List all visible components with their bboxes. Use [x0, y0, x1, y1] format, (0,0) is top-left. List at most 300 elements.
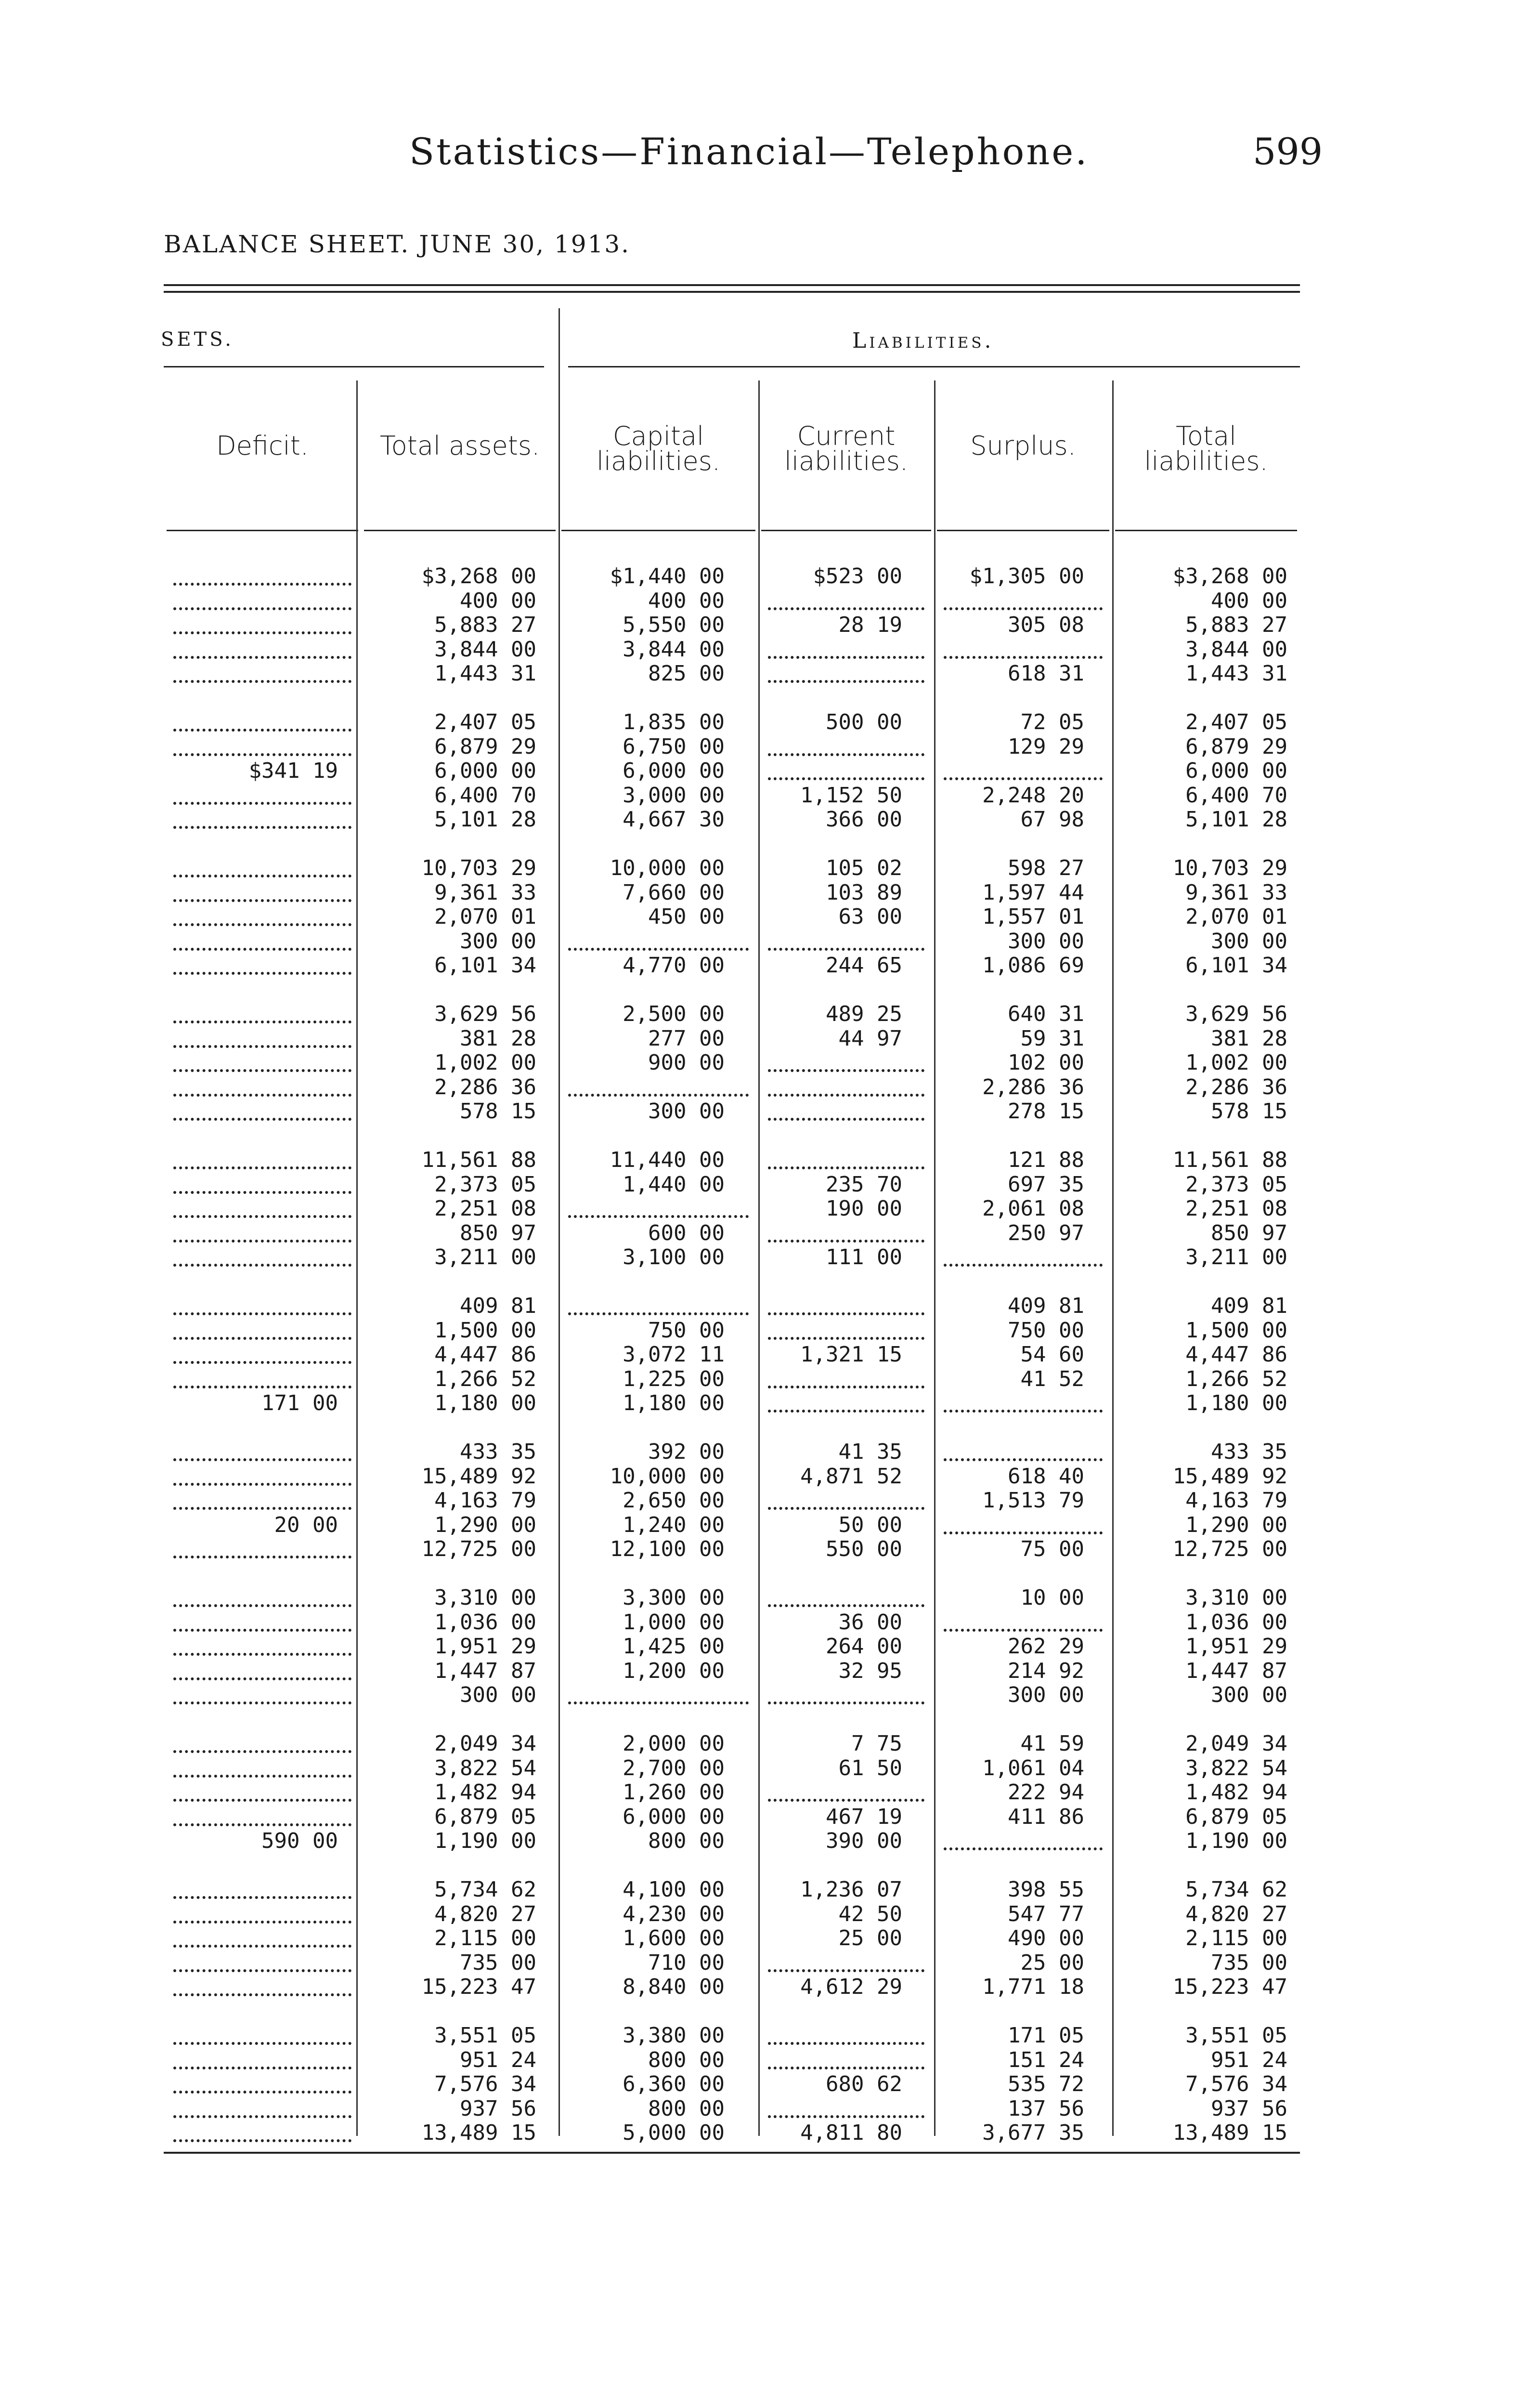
table-cell-total_liab: 1,443 31 — [1185, 661, 1287, 686]
table-cell-total_liab: 3,844 00 — [1185, 637, 1287, 662]
table-cell-capital: 4,230 00 — [623, 1901, 725, 1926]
table-cell-surplus: 598 27 — [1008, 856, 1084, 880]
table-cell-total_assets: 409 81 — [460, 1294, 536, 1318]
table-cell-capital: 5,000 00 — [623, 2120, 725, 2145]
table-cell-total_liab: 12,725 00 — [1172, 1537, 1287, 1561]
empty-cell-leader — [173, 1384, 351, 1388]
empty-cell-leader — [173, 678, 351, 683]
table-cell-total_assets: 5,734 62 — [434, 1877, 536, 1902]
table-cell-total_assets: 300 00 — [460, 929, 536, 954]
table-cell-capital: 710 00 — [648, 1950, 725, 1975]
empty-cell-leader — [173, 946, 351, 951]
empty-cell-leader — [173, 1335, 351, 1340]
table-cell-current: 1,321 15 — [800, 1342, 902, 1367]
empty-cell-leader — [768, 1310, 924, 1315]
empty-cell-leader — [173, 2113, 351, 2118]
table-cell-total_liab: 300 00 — [1211, 929, 1287, 954]
table-cell-total_liab: 381 28 — [1211, 1026, 1287, 1051]
table-cell-current: 550 00 — [826, 1537, 902, 1561]
table-cell-total_assets: 6,879 05 — [434, 1804, 536, 1829]
empty-cell-leader — [568, 1310, 749, 1315]
table-cell-current: 1,152 50 — [800, 783, 902, 808]
table-cell-surplus: 618 31 — [1008, 661, 1084, 686]
table-cell-total_liab: 1,447 87 — [1185, 1658, 1287, 1683]
table-cell-total_liab: 433 35 — [1211, 1440, 1287, 1464]
table-cell-total_liab: 735 00 — [1211, 1950, 1287, 1975]
table-cell-deficit: 171 00 — [261, 1391, 338, 1415]
table-cell-total_liab: 4,447 86 — [1185, 1342, 1287, 1367]
table-cell-capital: 4,770 00 — [623, 953, 725, 978]
table-cell-total_assets: 5,101 28 — [434, 807, 536, 832]
table-cell-surplus: 72 05 — [1020, 710, 1084, 734]
column-header-line: liabilities. — [596, 446, 721, 476]
table-cell-current: 4,871 52 — [800, 1464, 902, 1489]
empty-cell-leader — [768, 751, 924, 756]
table-cell-current: 235 70 — [826, 1172, 902, 1197]
table-cell-capital: 392 00 — [648, 1440, 725, 1464]
table-cell-current: 7 75 — [851, 1731, 902, 1756]
empty-cell-leader — [173, 1675, 351, 1680]
empty-cell-leader — [568, 1700, 749, 1704]
table-cell-total_liab: 951 24 — [1211, 2047, 1287, 2072]
table-cell-surplus: 59 31 — [1020, 1026, 1084, 1051]
table-cell-current: 366 00 — [826, 807, 902, 832]
column-header-total_assets — [361, 431, 559, 461]
table-cell-capital: 6,360 00 — [623, 2072, 725, 2096]
table-cell-total_assets: 1,180 00 — [434, 1391, 536, 1415]
top-rule-2 — [164, 291, 1300, 293]
table-cell-total_assets: 7,576 34 — [434, 2072, 536, 2096]
header-rule — [167, 530, 358, 531]
table-cell-total_liab: 2,407 05 — [1185, 710, 1287, 734]
empty-cell-leader — [173, 1213, 351, 1218]
table-cell-surplus: 151 24 — [1008, 2047, 1084, 2072]
table-cell-total_assets: 1,447 87 — [434, 1658, 536, 1683]
table-cell-surplus: 2,248 20 — [982, 783, 1084, 808]
table-cell-capital: 2,500 00 — [623, 1002, 725, 1026]
header-rule — [761, 530, 931, 531]
empty-cell-leader — [173, 824, 351, 829]
header-rule — [364, 530, 556, 531]
table-cell-capital: 10,000 00 — [610, 856, 725, 880]
table-cell-total_liab: 1,951 29 — [1185, 1634, 1287, 1659]
table-cell-surplus: 1,771 18 — [982, 1975, 1084, 1999]
header-rule — [1115, 530, 1297, 531]
table-cell-surplus: 2,061 08 — [982, 1196, 1084, 1221]
empty-cell-leader — [768, 1602, 924, 1607]
table-cell-current: 50 00 — [838, 1512, 902, 1537]
table-cell-surplus: 10 00 — [1020, 1585, 1084, 1610]
empty-cell-leader — [944, 775, 1103, 780]
table-cell-surplus: 250 97 — [1008, 1220, 1084, 1245]
table-cell-surplus: 262 29 — [1008, 1634, 1084, 1659]
table-cell-surplus: 1,061 04 — [982, 1755, 1084, 1780]
table-cell-total_assets: 433 35 — [460, 1440, 536, 1464]
table-cell-capital: 1,835 00 — [623, 710, 725, 734]
table-cell-total_assets: 2,407 05 — [434, 710, 536, 734]
empty-cell-leader — [173, 1797, 351, 1802]
table-cell-capital: 3,000 00 — [623, 783, 725, 808]
empty-cell-leader — [568, 1092, 749, 1097]
table-cell-total_assets: 1,482 94 — [434, 1780, 536, 1805]
table-cell-total_liab: 10,703 29 — [1172, 856, 1287, 880]
table-cell-total_liab: 3,822 54 — [1185, 1755, 1287, 1780]
liabilities-section-rule — [568, 366, 1300, 367]
table-cell-capital: 1,240 00 — [623, 1512, 725, 1537]
table-cell-surplus: 300 00 — [1008, 929, 1084, 954]
table-cell-total_assets: 3,310 00 — [434, 1585, 536, 1610]
table-cell-surplus: 25 00 — [1020, 1950, 1084, 1975]
table-cell-surplus: 278 15 — [1008, 1099, 1084, 1124]
table-cell-current: 4,811 80 — [800, 2120, 902, 2145]
table-cell-total_assets: 3,629 56 — [434, 1002, 536, 1026]
table-cell-surplus: 137 56 — [1008, 2096, 1084, 2121]
table-cell-total_liab: 1,190 00 — [1185, 1829, 1287, 1853]
table-cell-capital: 825 00 — [648, 661, 725, 686]
empty-cell-leader — [768, 2040, 924, 2045]
table-cell-total_assets: 1,002 00 — [434, 1050, 536, 1075]
empty-cell-leader — [944, 1262, 1103, 1267]
empty-cell-leader — [768, 1797, 924, 1802]
empty-cell-leader — [173, 873, 351, 877]
table-cell-capital: 900 00 — [648, 1050, 725, 1075]
empty-cell-leader — [944, 1408, 1103, 1413]
table-cell-surplus: 67 98 — [1020, 807, 1084, 832]
column-header-line: Total — [1175, 421, 1237, 451]
table-cell-total_liab: 1,036 00 — [1185, 1610, 1287, 1635]
empty-cell-leader — [768, 678, 924, 683]
empty-cell-leader — [944, 1530, 1103, 1534]
table-cell-capital: 3,844 00 — [623, 637, 725, 662]
table-cell-total_liab: 2,286 36 — [1185, 1074, 1287, 1099]
table-cell-total_assets: 4,820 27 — [434, 1901, 536, 1926]
table-cell-capital: 6,750 00 — [623, 734, 725, 759]
table-cell-capital: 6,000 00 — [623, 759, 725, 783]
table-cell-surplus: 171 05 — [1008, 2023, 1084, 2048]
table-cell-total_assets: 850 97 — [460, 1220, 536, 1245]
table-cell-current: 105 02 — [826, 856, 902, 880]
table-cell-total_assets: 5,883 27 — [434, 613, 536, 637]
empty-cell-leader — [173, 1943, 351, 1948]
table-cell-total_liab: 6,101 34 — [1185, 953, 1287, 978]
table-cell-total_assets: 2,115 00 — [434, 1926, 536, 1950]
table-cell-capital: 3,100 00 — [623, 1245, 725, 1269]
column-header-line: Capital — [612, 421, 704, 451]
table-cell-current: 61 50 — [838, 1755, 902, 1780]
table-cell-capital: 5,550 00 — [623, 613, 725, 637]
empty-cell-leader — [173, 1602, 351, 1607]
table-cell-surplus: 640 31 — [1008, 1002, 1084, 1026]
table-cell-total_liab: 5,734 62 — [1185, 1877, 1287, 1902]
table-cell-surplus: $1,305 00 — [969, 564, 1084, 589]
empty-cell-leader — [173, 1067, 351, 1072]
empty-cell-leader — [768, 1335, 924, 1340]
table-cell-total_assets: 3,844 00 — [434, 637, 536, 662]
empty-cell-leader — [173, 1359, 351, 1364]
table-cell-total_liab: 850 97 — [1211, 1220, 1287, 1245]
column-header-line: Current — [797, 421, 896, 451]
column-header-total_liab — [1112, 421, 1300, 476]
table-cell-total_liab: 1,180 00 — [1185, 1391, 1287, 1415]
table-cell-current: 63 00 — [838, 904, 902, 929]
column-header-line: Deficit. — [216, 431, 309, 461]
table-cell-total_assets: 15,223 47 — [421, 1975, 536, 1999]
table-cell-total_liab: 2,049 34 — [1185, 1731, 1287, 1756]
table-cell-capital: 1,440 00 — [623, 1172, 725, 1197]
empty-cell-leader — [768, 1067, 924, 1072]
table-cell-current: 28 19 — [838, 613, 902, 637]
empty-cell-leader — [173, 2065, 351, 2069]
table-cell-capital: 3,072 11 — [623, 1342, 725, 1367]
table-cell-surplus: 411 86 — [1008, 1804, 1084, 1829]
empty-cell-leader — [173, 921, 351, 926]
table-cell-total_liab: 4,163 79 — [1185, 1488, 1287, 1513]
empty-cell-leader — [173, 1019, 351, 1023]
empty-cell-leader — [173, 1481, 351, 1486]
table-cell-surplus: 214 92 — [1008, 1658, 1084, 1683]
table-cell-total_liab: 2,115 00 — [1185, 1926, 1287, 1950]
table-cell-total_assets: 937 56 — [460, 2096, 536, 2121]
empty-cell-leader — [768, 946, 924, 951]
empty-cell-leader — [768, 1408, 924, 1413]
empty-cell-leader — [173, 629, 351, 634]
table-cell-total_assets: 735 00 — [460, 1950, 536, 1975]
empty-cell-leader — [173, 1700, 351, 1704]
empty-cell-leader — [768, 654, 924, 659]
empty-cell-leader — [768, 1092, 924, 1097]
table-cell-capital: 2,700 00 — [623, 1755, 725, 1780]
table-cell-total_liab: 937 56 — [1211, 2096, 1287, 2121]
empty-cell-leader — [173, 581, 351, 586]
table-cell-total_assets: 3,551 05 — [434, 2023, 536, 2048]
empty-cell-leader — [944, 1456, 1103, 1461]
empty-cell-leader — [173, 897, 351, 902]
table-cell-capital: 800 00 — [648, 2047, 725, 2072]
table-cell-surplus: 697 35 — [1008, 1172, 1084, 1197]
table-cell-current: 680 62 — [826, 2072, 902, 2096]
empty-cell-leader — [173, 1262, 351, 1267]
table-cell-total_liab: 578 15 — [1211, 1099, 1287, 1124]
table-cell-capital: $1,440 00 — [610, 564, 725, 589]
empty-cell-leader — [173, 1554, 351, 1558]
table-cell-current: 42 50 — [838, 1901, 902, 1926]
table-cell-total_assets: 1,036 00 — [434, 1610, 536, 1635]
page-running-title: Statistics—Financial—Telephone. — [409, 130, 1089, 173]
table-cell-total_assets: 11,561 88 — [421, 1148, 536, 1172]
table-cell-capital: 7,660 00 — [623, 880, 725, 905]
table-cell-capital: 400 00 — [648, 588, 725, 613]
table-cell-total_assets: 4,447 86 — [434, 1342, 536, 1367]
empty-cell-leader — [173, 727, 351, 732]
empty-cell-leader — [768, 1505, 924, 1510]
empty-cell-leader — [173, 1092, 351, 1097]
table-cell-surplus: 102 00 — [1008, 1050, 1084, 1075]
table-cell-total_assets: 1,500 00 — [434, 1318, 536, 1343]
table-cell-total_liab: 2,070 01 — [1185, 904, 1287, 929]
column-separator — [356, 380, 358, 2136]
table-cell-total_liab: 15,223 47 — [1172, 1975, 1287, 1999]
empty-cell-leader — [944, 654, 1103, 659]
table-cell-total_liab: 1,002 00 — [1185, 1050, 1287, 1075]
top-rule-1 — [164, 284, 1300, 286]
table-cell-total_liab: 13,489 15 — [1172, 2120, 1287, 2145]
table-cell-current: $523 00 — [813, 564, 902, 589]
column-header-line: liabilities. — [784, 446, 909, 476]
liabilities-section-label: Liabilities. — [852, 328, 994, 353]
table-title: BALANCE SHEET. JUNE 30, 1913. — [164, 230, 631, 258]
table-cell-surplus: 547 77 — [1008, 1901, 1084, 1926]
table-cell-deficit: $341 19 — [248, 759, 338, 783]
table-cell-total_assets: 1,443 31 — [434, 661, 536, 686]
table-cell-total_liab: 409 81 — [1211, 1294, 1287, 1318]
table-cell-total_liab: $3,268 00 — [1172, 564, 1287, 589]
table-cell-capital: 4,667 30 — [623, 807, 725, 832]
table-cell-total_assets: 6,000 00 — [434, 759, 536, 783]
table-cell-capital: 1,000 00 — [623, 1610, 725, 1635]
table-cell-capital: 1,600 00 — [623, 1926, 725, 1950]
table-cell-current: 103 89 — [826, 880, 902, 905]
table-cell-total_liab: 2,251 08 — [1185, 1196, 1287, 1221]
table-cell-total_liab: 3,551 05 — [1185, 2023, 1287, 2048]
empty-cell-leader — [768, 1700, 924, 1704]
empty-cell-leader — [944, 605, 1103, 610]
table-cell-current: 36 00 — [838, 1610, 902, 1635]
table-cell-deficit: 20 00 — [274, 1512, 338, 1537]
empty-cell-leader — [173, 1773, 351, 1778]
table-cell-capital: 800 00 — [648, 2096, 725, 2121]
table-cell-current: 4,612 29 — [800, 1975, 902, 1999]
table-cell-capital: 1,425 00 — [623, 1634, 725, 1659]
table-cell-total_assets: 6,101 34 — [434, 953, 536, 978]
empty-cell-leader — [173, 1043, 351, 1048]
table-cell-capital: 12,100 00 — [610, 1537, 725, 1561]
table-cell-total_liab: 4,820 27 — [1185, 1901, 1287, 1926]
bottom-rule — [164, 2152, 1300, 2154]
empty-cell-leader — [568, 946, 749, 951]
table-cell-deficit: 590 00 — [261, 1829, 338, 1853]
table-cell-capital: 1,260 00 — [623, 1780, 725, 1805]
empty-cell-leader — [173, 800, 351, 805]
table-cell-total_liab: 6,879 29 — [1185, 734, 1287, 759]
table-cell-current: 111 00 — [826, 1245, 902, 1269]
empty-cell-leader — [768, 1967, 924, 1972]
table-cell-capital: 3,300 00 — [623, 1585, 725, 1610]
table-cell-total_assets: 400 00 — [460, 588, 536, 613]
table-cell-total_assets: 1,290 00 — [434, 1512, 536, 1537]
table-cell-capital: 450 00 — [648, 904, 725, 929]
empty-cell-leader — [768, 1116, 924, 1121]
table-cell-capital: 3,380 00 — [623, 2023, 725, 2048]
table-cell-total_assets: 2,070 01 — [434, 904, 536, 929]
table-cell-current: 390 00 — [826, 1829, 902, 1853]
table-cell-total_assets: 15,489 92 — [421, 1464, 536, 1489]
empty-cell-leader — [173, 1505, 351, 1510]
table-cell-total_liab: 5,101 28 — [1185, 807, 1287, 832]
table-cell-current: 264 00 — [826, 1634, 902, 1659]
table-cell-surplus: 490 00 — [1008, 1926, 1084, 1950]
table-cell-total_assets: 1,951 29 — [434, 1634, 536, 1659]
table-cell-total_assets: 1,266 52 — [434, 1366, 536, 1391]
table-cell-current: 467 19 — [826, 1804, 902, 1829]
table-cell-capital: 1,200 00 — [623, 1658, 725, 1683]
table-cell-total_assets: 13,489 15 — [421, 2120, 536, 2145]
header-rule — [937, 530, 1109, 531]
empty-cell-leader — [173, 1310, 351, 1315]
column-header-deficit — [164, 431, 361, 461]
table-cell-total_assets: 951 24 — [460, 2047, 536, 2072]
table-cell-total_assets: 578 15 — [460, 1099, 536, 1124]
table-cell-total_assets: 9,361 33 — [434, 880, 536, 905]
table-cell-total_liab: 5,883 27 — [1185, 613, 1287, 637]
table-cell-total_assets: 1,190 00 — [434, 1829, 536, 1853]
table-cell-total_liab: 1,500 00 — [1185, 1318, 1287, 1343]
table-cell-total_assets: 12,725 00 — [421, 1537, 536, 1561]
empty-cell-leader — [768, 1238, 924, 1243]
table-cell-total_assets: 2,049 34 — [434, 1731, 536, 1756]
empty-cell-leader — [768, 2065, 924, 2069]
empty-cell-leader — [173, 2040, 351, 2045]
table-cell-total_liab: 6,400 70 — [1185, 783, 1287, 808]
table-cell-capital: 600 00 — [648, 1220, 725, 1245]
empty-cell-leader — [568, 1213, 749, 1218]
assets-section-rule — [164, 366, 544, 367]
table-cell-surplus: 1,086 69 — [982, 953, 1084, 978]
table-cell-total_assets: 300 00 — [460, 1683, 536, 1707]
table-cell-capital: 8,840 00 — [623, 1975, 725, 1999]
column-header-line: liabilities. — [1144, 446, 1268, 476]
empty-cell-leader — [768, 1165, 924, 1169]
table-cell-surplus: 409 81 — [1008, 1294, 1084, 1318]
table-cell-total_liab: 9,361 33 — [1185, 880, 1287, 905]
table-cell-capital: 300 00 — [648, 1099, 725, 1124]
table-cell-current: 244 65 — [826, 953, 902, 978]
table-cell-total_assets: 2,251 08 — [434, 1196, 536, 1221]
empty-cell-leader — [173, 1919, 351, 1924]
table-cell-surplus: 618 40 — [1008, 1464, 1084, 1489]
empty-cell-leader — [768, 1384, 924, 1388]
table-cell-surplus: 1,597 44 — [982, 880, 1084, 905]
table-cell-surplus: 121 88 — [1008, 1148, 1084, 1172]
empty-cell-leader — [768, 605, 924, 610]
table-cell-surplus: 41 52 — [1020, 1366, 1084, 1391]
table-cell-total_assets: 3,211 00 — [434, 1245, 536, 1269]
table-cell-total_assets: $3,268 00 — [421, 564, 536, 589]
table-cell-current: 1,236 07 — [800, 1877, 902, 1902]
table-cell-surplus: 2,286 36 — [982, 1074, 1084, 1099]
table-cell-current: 41 35 — [838, 1440, 902, 1464]
empty-cell-leader — [944, 1627, 1103, 1632]
table-cell-surplus: 305 08 — [1008, 613, 1084, 637]
table-cell-total_assets: 2,373 05 — [434, 1172, 536, 1197]
assets-section-label: SETS. — [161, 328, 234, 351]
column-header-current — [758, 421, 934, 476]
empty-cell-leader — [768, 2113, 924, 2118]
empty-cell-leader — [173, 2137, 351, 2142]
table-cell-capital: 1,225 00 — [623, 1366, 725, 1391]
table-cell-capital: 6,000 00 — [623, 1804, 725, 1829]
empty-cell-leader — [944, 1845, 1103, 1850]
table-cell-capital: 1,180 00 — [623, 1391, 725, 1415]
table-cell-current: 44 97 — [838, 1026, 902, 1051]
table-cell-capital: 800 00 — [648, 1829, 725, 1853]
page-number: 599 — [1253, 130, 1323, 173]
table-cell-capital: 750 00 — [648, 1318, 725, 1343]
table-cell-surplus: 75 00 — [1020, 1537, 1084, 1561]
column-header-line: Total assets. — [379, 431, 540, 461]
column-separator — [934, 380, 935, 2136]
table-cell-total_assets: 10,703 29 — [421, 856, 536, 880]
table-cell-capital: 277 00 — [648, 1026, 725, 1051]
